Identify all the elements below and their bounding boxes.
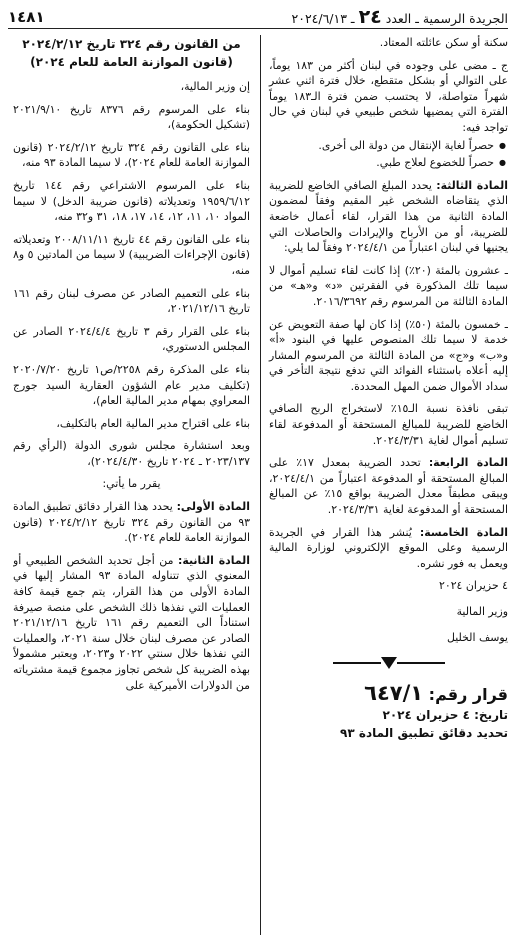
page-number: ١٤٨١: [8, 8, 45, 26]
decision-label: قرار رقم:: [428, 684, 508, 704]
article-label: المادة الخامسة:: [419, 525, 508, 539]
paragraph: سكنة أو سكن عائلته المعتاد.: [379, 36, 508, 49]
signature-name: يوسف الخليل: [446, 630, 508, 644]
paragraph: بناء على القانون رقم ٤٤ تاريخ ٢٠٠٨/١١/١١ وتعديلاته (قانون الإجراءات الضريبية) لا سيما من المادتين ٥ و٨ منه،: [13, 232, 251, 277]
article-label: المادة الرابعة:: [428, 456, 508, 470]
article-label: المادة الثانية:: [178, 553, 250, 567]
paragraph: بناء على المرسوم الاشتراعي رقم ١٤٤ تاريخ ١٩٥٩/٦/١٢ وتعديلاته (قانون ضريبة الدخل) لا سيما المواد ١٠، ١١، ١٢، ١٤، ١٧، ١٨، ٣١ و٣٢ منه،: [13, 178, 250, 224]
decision-header: [269, 682, 508, 706]
decision-number: ٦٤٧/١: [364, 680, 424, 705]
paragraph: بناء على المذكرة رقم ٢٢٥٨/ص١ تاريخ ٢٠٢٠/٧/٢٠ (تكليف مدير عام الشؤون العقارية السيد جورج المعراوي بمهام مدير المالية العام)،: [13, 362, 250, 408]
divider-ornament: [269, 655, 508, 676]
signature-title: وزير المالية: [456, 605, 508, 618]
right-column: [263, 35, 508, 935]
issue-number: ٢٤: [358, 6, 382, 28]
paragraph: إن وزير المالية،: [180, 80, 250, 93]
column-divider: [260, 35, 261, 935]
law-heading: [13, 35, 250, 71]
paragraph: بناء على المرسوم رقم ٨٣٧٦ تاريخ ٢٠٢١/٩/١٠ (تشكيل الحكومة)،: [13, 102, 250, 132]
paragraph: ـ خمسون بالمئة (٥٠٪) إذا كان لها صفة التعويض عن خدمة لا سيما تلك المنصوص عليها في البنود «أ» و«ب» و«ج» من المادة الثالثة من المرسوم المشار إليه أعلاه باستثناء الفوائد التي تدفع نتيجة التأخر في سداد الأموال ضمن المهل المحددة.: [269, 317, 508, 393]
issue-date: ـ ٢٠٢٤/٦/١٣: [291, 11, 355, 26]
bullet-item: ● حصراً لغاية الإنتقال من دولة الى أخرى.: [269, 138, 508, 154]
article-text: يُنشر هذا القرار في الجريدة الرسمية وعلى الموقع الإلكتروني لوزارة المالية ويعمل به فور نشره.: [269, 525, 508, 570]
signature-date: ٤ حزيران ٢٠٢٤: [439, 579, 508, 593]
ornament-icon: [329, 655, 449, 671]
article-text: يحدد هذا القرار دقائق تطبيق المادة ٩٣ من القانون رقم ٣٢٤ تاريخ ٢٠٢٤/٢/١٢ (قانون الموازنة العامة للعام ٢٠٢٤).: [13, 500, 251, 545]
journal-info: [292, 6, 508, 28]
paragraph: ـ عشرون بالمئة (٢٠٪) إذا كانت لقاء تسليم أموال لا سيما تلك المذكورة في الفقرتين «د» و«هـ» من المادة الثالثة من المرسوم رقم ٢٠١٦/٣٦٩٢.: [269, 263, 508, 308]
decision-date: تاريخ: ٤ حزيران ٢٠٢٤: [382, 707, 508, 722]
paragraph: بناء على اقتراح مدير المالية العام بالتكليف،: [56, 416, 250, 430]
two-column-body: [8, 35, 508, 935]
journal-name: الجريدة الرسمية ـ العدد: [385, 11, 508, 26]
decision-title: تحديد دقائق تطبيق المادة ٩٣: [340, 725, 508, 740]
clause-c: ج ـ مضى على وجوده في لبنان أكثر من ١٨٣ يوماً، على التوالي أو بشكل متقطع، خلال فترة اثني عشر شهراً متواصلة، لا يحتسب ضمن فترة الـ١٨٣ يوماً الفترة التي يمضيها شخص طبيعي في لبنان في حال تواجد فيه:: [269, 58, 508, 134]
paragraph: بناء على التعميم الصادر عن مصرف لبنان رقم ١٦١ تاريخ ٢٠٢١/١٢/١٦،: [13, 286, 250, 316]
article-text: تحدد الضريبة بمعدل ١٧٪ على المبالغ المستحقة أو المدفوعة اعتباراً من ٢٠٢٤/٤/١، ويبقى مطبقاً معدل الضريبة بواقع ١٥٪ عن المبالغ المستحقة أو المدفوعة لغاية ٢٠٢٤/٣/٣١.: [269, 456, 508, 517]
article-5: [269, 525, 508, 572]
decides-heading: يقرر ما يأتي:: [102, 477, 161, 491]
article-label: المادة الثالثة:: [436, 178, 508, 192]
paragraph: وبعد استشارة مجلس شورى الدولة (الرأي رقم ٢٠٢٣/١٣٧ ـ ٢٠٢٤ تاريخ ٢٠٢٤/٤/٣٠)،: [13, 439, 250, 468]
paragraph: بناء على القرار رقم ٣ تاريخ ٢٠٢٤/٤/٤ الصادر عن المجلس الدستوري،: [13, 324, 250, 354]
page-header: [8, 6, 508, 29]
article-label: المادة الأولى:: [176, 500, 250, 514]
article-text: من أجل تحديد الشخص الطبيعي أو المعنوي الذي تتناوله المادة ٩٣ المشار إليها في المادة الأولى من هذا القرار، يتم جمع قيمة كافة العمليات التي نفذها ذلك الشخص على منصة صيرفة استناداً الى التعميم رقم ١٦١ تاريخ ٢٠٢١/١٢/١٦ الصادر عن مصرف لبنان خلال سنة ٢٠٢١، والعمليات التي نفذها خلال سنتي ٢٠٢٢ و٢٠٢٣، ويعتبر مشمولاً بهذه الضريبة كل شخص تجاوز مجموع قيمة مشترياته من الدولارات الأميركية على: [13, 553, 251, 692]
bullet-item: ● حصراً للخضوع لعلاج طبي.: [269, 155, 508, 171]
left-column: [13, 35, 258, 935]
article-4: [269, 455, 508, 517]
article-3: [269, 178, 508, 256]
law-line: من القانون رقم ٣٢٤ تاريخ ٢٠٢٤/٢/١٢: [22, 37, 241, 51]
law-line: (قانون الموازنة العامة للعام ٢٠٢٤): [30, 55, 233, 69]
article-1: [13, 499, 250, 546]
paragraph: بناء على القانون رقم ٣٢٤ تاريخ ٢٠٢٤/٢/١٢ (قانون الموازنة العامة للعام ٢٠٢٤)، لا سيما المادة ٩٣ منه،: [13, 140, 251, 170]
article-2: [13, 553, 250, 693]
article-text: يحدد المبلغ الصافي الخاضع للضريبة الذي يتقاضاه الشخص غير المقيم وفقاً لمضمون المادة الثانية من هذا القرار، لقاء أعمال خاضعة للضريبة، أو من الأرباح والإيرادات والحاصلات التي يجنيها في لبنان اعتباراً من ٢٠٢٤/٤/١ وفقاً لما يلي:: [269, 178, 508, 255]
paragraph: تبقى نافذة نسبة الـ١٥٪ لاستخراج الربح الصافي الخاضع للضريبة للمبالغ المستحقة أو المدفوعة لقاء تسليم أموال لغاية ٢٠٢٤/٣/٣١.: [269, 402, 508, 447]
